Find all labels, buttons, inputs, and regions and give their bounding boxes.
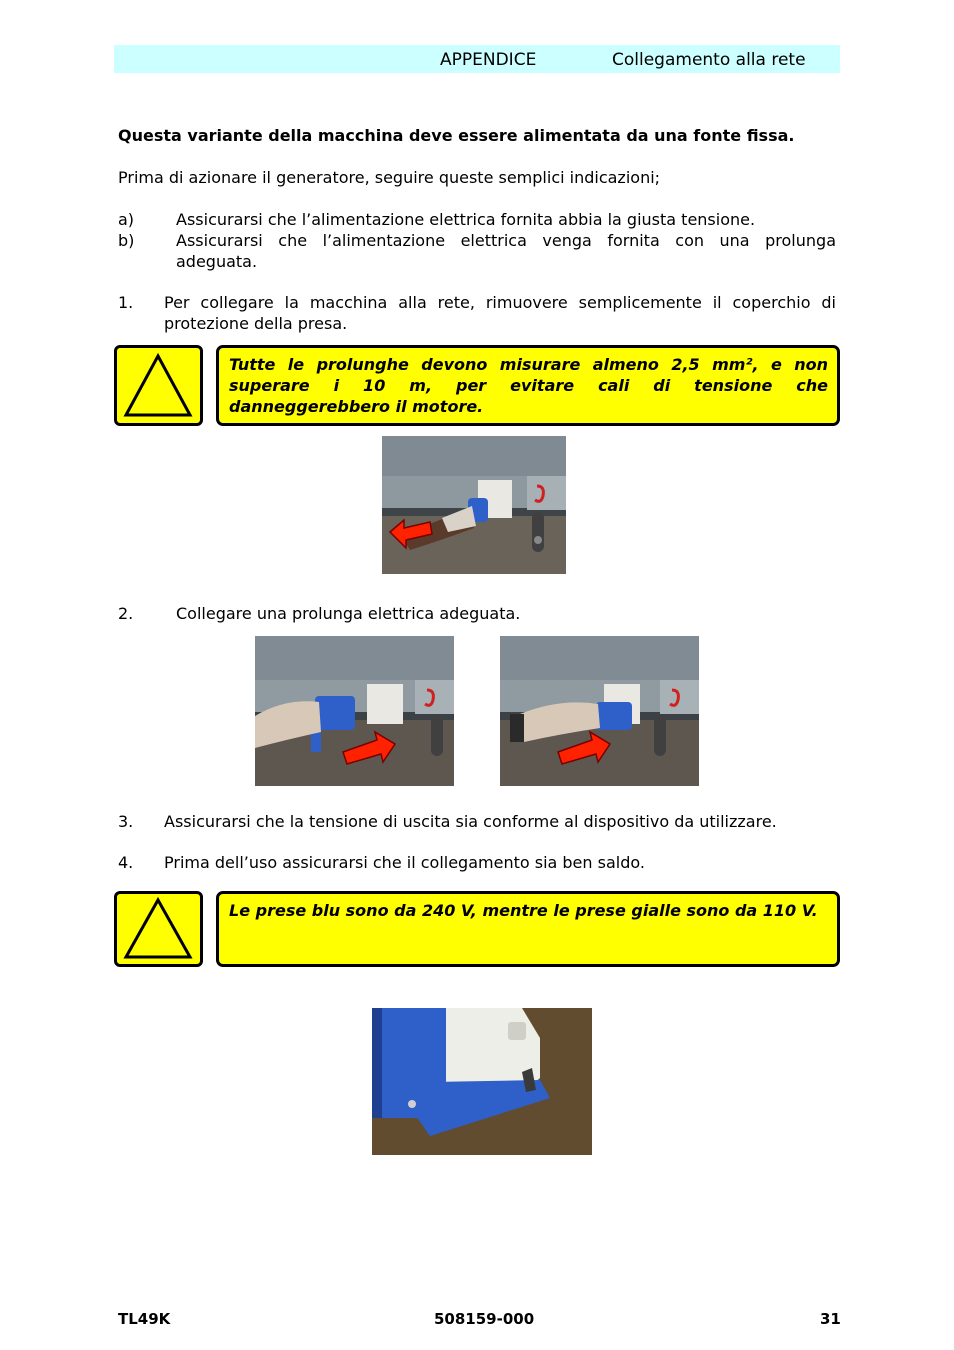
step-4-marker: 4.: [118, 853, 134, 872]
step-2-text: Collegare una prolunga elettrica adeguata.: [176, 604, 521, 623]
step-1-text: Per collegare la macchina alla rete, rimuovere semplicemente il coperchio di protezione della presa.: [164, 293, 836, 333]
intro-bold-text: Questa variante della macchina deve essere alimentata da una fonte fissa.: [118, 126, 795, 145]
header-title: Collegamento alla rete: [612, 50, 806, 70]
footer-document-code: 508159-000: [434, 1310, 535, 1328]
photo-connect-cable-2: [500, 636, 699, 786]
step-3-text: Assicurarsi che la tensione di uscita sia conforme al dispositivo da utilizzare.: [164, 812, 777, 831]
checklist-marker-b: b): [118, 231, 135, 250]
checklist-item-a: Assicurarsi che l’alimentazione elettrica fornita abbia la giusta tensione.: [176, 210, 756, 229]
warning-box-extension-cable: Tutte le prolunghe devono misurare almeno 2,5 mm², e non superare i 10 m, per evitare cali di tensione che danneggerebbero il motore.: [216, 345, 840, 426]
photo-connect-cable-1: [255, 636, 454, 786]
warning-triangle-icon: [114, 891, 203, 967]
step-3-marker: 3.: [118, 812, 134, 831]
checklist-item-b: Assicurarsi che l’alimentazione elettrica venga fornita con una prolunga adeguata.: [176, 231, 836, 271]
photo-socket-closeup: [372, 1008, 592, 1155]
footer-page-number: 31: [820, 1310, 841, 1328]
footer-model: TL49K: [118, 1310, 171, 1328]
intro-text: Prima di azionare il generatore, seguire queste semplici indicazioni;: [118, 168, 661, 187]
warning-box-socket-voltage: Le prese blu sono da 240 V, mentre le prese gialle sono da 110 V.: [216, 891, 840, 967]
checklist-marker-a: a): [118, 210, 135, 229]
warning-triangle-icon: [114, 345, 203, 426]
step-1-marker: 1.: [118, 293, 134, 312]
step-4-text: Prima dell’uso assicurarsi che il collegamento sia ben saldo.: [164, 853, 645, 872]
header-section: APPENDICE: [440, 50, 537, 70]
photo-remove-cover: [382, 436, 566, 574]
step-2-marker: 2.: [118, 604, 134, 623]
